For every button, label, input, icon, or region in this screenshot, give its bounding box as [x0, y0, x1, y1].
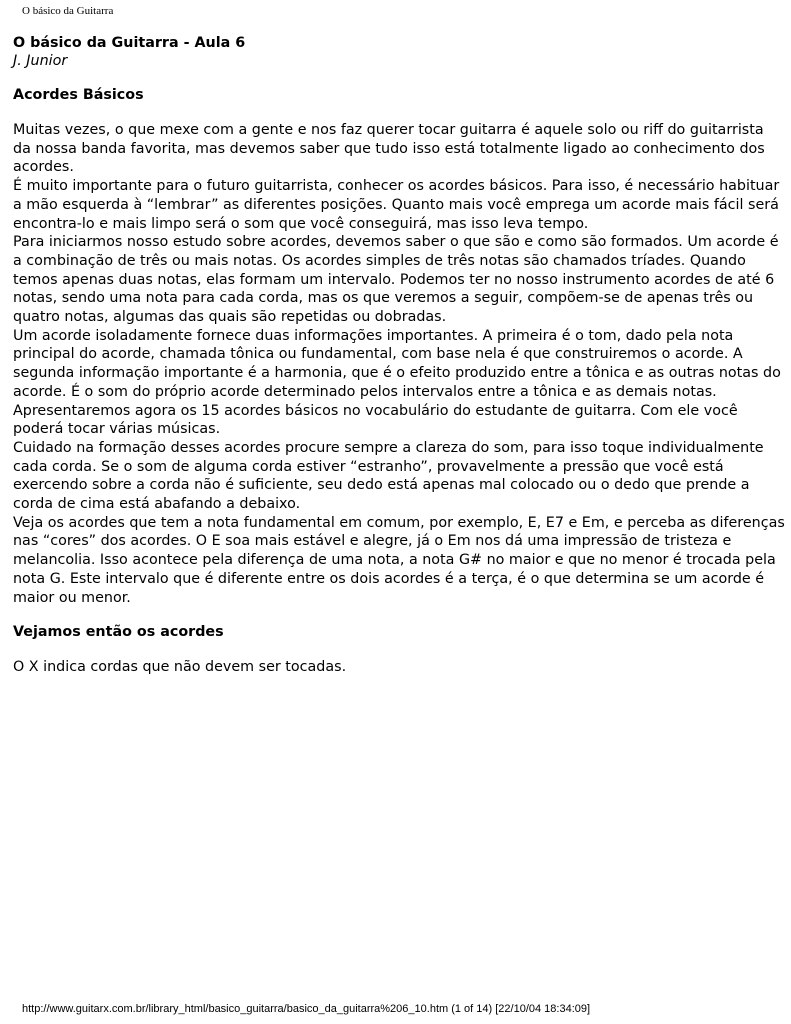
paragraph: Apresentaremos agora os 15 acordes básicos no vocabulário do estudante de guitarra. Com ele você poderá tocar várias músicas.: [13, 402, 738, 438]
document-author: J. Junior: [13, 53, 68, 69]
paragraph: Muitas vezes, o que mexe com a gente e nos faz querer tocar guitarra é aquele solo ou riff do guitarrista da nossa banda favorita, mas devemos saber que tudo isso está totalmente ligado ao conhecimento dos acordes.: [13, 122, 765, 176]
document-content: [13, 34, 785, 677]
paragraph: Para iniciarmos nosso estudo sobre acordes, devemos saber o que são e como são formados. Um acorde é a combinação de três ou mais notas. Os acordes simples de três notas são chamados tríades. Quando temos apenas duas notas, elas formam um intervalo. Podemos ter no nosso instrumento acordes de até 6 notas, sendo uma nota para cada corda, mas os que veremos a seguir, compõem-se de apenas três ou quatro notas, algumas das quais são repetidas ou dobradas.: [13, 234, 779, 326]
document-title: O básico da Guitarra - Aula 6: [13, 35, 246, 51]
paragraph: Um acorde isoladamente fornece duas informações importantes. A primeira é o tom, dado pela nota principal do acorde, chamada tônica ou fundamental, com base nela é que construiremos o acorde. A segunda informação importante é a harmonia, que é o efeito produzido entre a tônica e as outras notas do acorde. É o som do próprio acorde determinado pelos intervalos entre a tônica e as demais notas.: [13, 327, 781, 400]
print-header: O básico da Guitarra: [22, 5, 114, 17]
paragraph: É muito importante para o futuro guitarrista, conhecer os acordes básicos. Para isso, é necessário habituar a mão esquerda à “lembrar” as diferentes posições. Quanto mais você emprega um acorde mais fácil será encontra-lo e mais limpo será o som que você conseguirá, mas isso leva tempo.: [13, 178, 780, 232]
paragraph: Cuidado na formação desses acordes procure sempre a clareza do som, para isso toque individualmente cada corda. Se o som de alguma corda estiver “estranho”, provavelmente a pressão que você está exercendo sobre a corda não é suficiente, seu dedo está apenas mal colocado ou o dedo que prende a corda de cima está abafando a debaixo.: [13, 439, 764, 513]
section-heading-acordes-basicos: Acordes Básicos: [13, 87, 144, 103]
section-heading-vejamos: Vejamos então os acordes: [13, 624, 224, 641]
print-footer-url: http://www.guitarx.com.br/library_html/basico_guitarra/basico_da_guitarra%206_10.htm (1 of 14) [22/10/04 18:34:09]: [22, 1003, 591, 1015]
paragraph: Veja os acordes que tem a nota fundamental em comum, por exemplo, E, E7 e Em, e perceba as diferenças nas “cores” dos acordes. O E soa mais estável e alegre, já o Em nos dá uma impressão de tristeza e melancolia. Isso acontece pela diferença de uma nota, a nota G# no maior e que no menor é trocada pela nota G. Este intervalo que é diferente entre os dois acordes é a terça, é o que determina se um acorde é maior ou menor.: [13, 514, 785, 606]
body-text: [13, 121, 785, 607]
note-text: O X indica cordas que não devem ser tocadas.: [13, 659, 347, 676]
